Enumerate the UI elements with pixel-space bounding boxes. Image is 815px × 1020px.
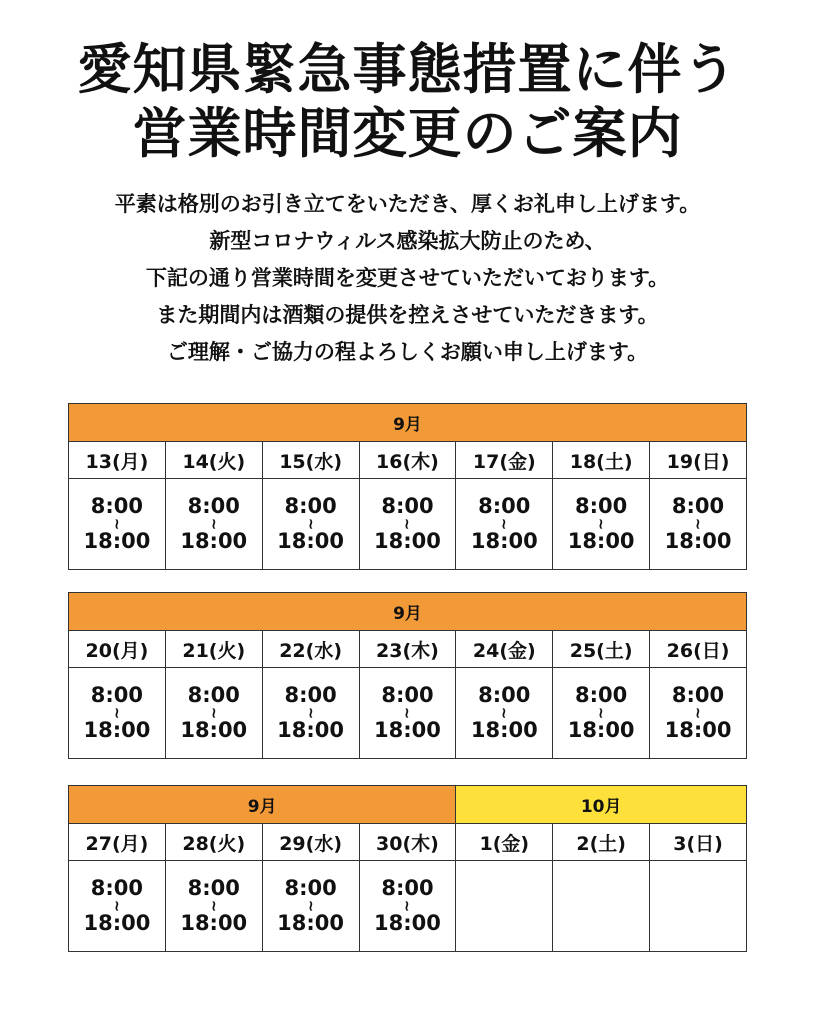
hours-cell: [165, 668, 262, 759]
schedule-table-week-1: [68, 403, 747, 570]
range-separator: ~: [495, 706, 514, 720]
open-time: 8:00: [90, 876, 144, 900]
open-time: 8:00: [187, 494, 240, 518]
range-separator: ~: [204, 706, 223, 720]
schedule-table-week-2: [68, 592, 747, 759]
open-time: 8:00: [187, 876, 240, 900]
close-time: 18:00: [664, 529, 732, 553]
hours-cell: [456, 479, 553, 570]
day-row: [69, 824, 747, 861]
close-time: 18:00: [180, 911, 248, 935]
day-cell: 25(土): [553, 631, 650, 668]
range-separator: ~: [301, 517, 320, 531]
intro-line: ご理解・ご協力の程よろしくお願い申し上げます。: [166, 340, 649, 364]
day-cell: 17(金): [456, 442, 553, 479]
day-cell: 13(月): [69, 442, 166, 479]
day-cell: 20(月): [69, 631, 166, 668]
day-cell: 14(火): [165, 442, 262, 479]
hours-cell: [553, 668, 650, 759]
range-separator: ~: [301, 899, 320, 913]
intro-text: [0, 186, 815, 371]
month-header-row: [69, 593, 747, 631]
month-header: 9月: [69, 593, 747, 631]
day-cell: 28(火): [165, 824, 262, 861]
day-cell: 2(土): [553, 824, 650, 861]
day-row: [69, 631, 747, 668]
range-separator: ~: [592, 706, 611, 720]
hours-cell-empty: [456, 861, 553, 952]
page-title-line-2: 営業時間変更のご案内: [132, 102, 683, 165]
close-time: 18:00: [277, 911, 345, 935]
open-time: 8:00: [90, 683, 144, 707]
range-separator: ~: [689, 517, 708, 531]
close-time: 18:00: [180, 718, 248, 742]
open-time: 8:00: [478, 494, 531, 518]
close-time: 18:00: [277, 718, 345, 742]
open-time: 8:00: [284, 683, 337, 707]
intro-line: 新型コロナウィルス感染拡大防止のため、: [209, 229, 606, 253]
open-time: 8:00: [381, 876, 434, 900]
close-time: 18:00: [83, 911, 151, 935]
hours-cell: [359, 479, 456, 570]
range-separator: ~: [204, 517, 223, 531]
intro-line: また期間内は酒類の提供を控えさせていただきます。: [156, 303, 659, 327]
day-cell: 30(木): [359, 824, 456, 861]
open-time: 8:00: [187, 683, 240, 707]
close-time: 18:00: [374, 718, 441, 742]
day-cell: 18(土): [553, 442, 650, 479]
open-time: 8:00: [671, 494, 725, 518]
schedule-table-week-3: [68, 785, 747, 952]
open-time: 8:00: [671, 683, 725, 707]
open-time: 8:00: [575, 683, 628, 707]
hours-row: [69, 479, 747, 570]
day-cell: 27(月): [69, 824, 166, 861]
month-header: 9月: [69, 786, 456, 824]
close-time: 18:00: [83, 529, 151, 553]
day-cell: 21(火): [165, 631, 262, 668]
range-separator: ~: [107, 899, 126, 913]
hours-cell: [359, 861, 456, 952]
close-time: 18:00: [374, 911, 441, 935]
close-time: 18:00: [567, 718, 635, 742]
hours-cell: [553, 479, 650, 570]
day-cell: 29(水): [262, 824, 359, 861]
open-time: 8:00: [478, 683, 531, 707]
hours-cell-empty: [650, 861, 747, 952]
month-header: 9月: [69, 404, 747, 442]
open-time: 8:00: [284, 876, 337, 900]
month-header: 10月: [456, 786, 747, 824]
day-cell: 23(木): [359, 631, 456, 668]
hours-cell: [650, 668, 747, 759]
range-separator: ~: [204, 899, 223, 913]
close-time: 18:00: [277, 529, 345, 553]
range-separator: ~: [398, 899, 417, 913]
hours-cell: [69, 861, 166, 952]
range-separator: ~: [592, 517, 611, 531]
range-separator: ~: [689, 706, 708, 720]
hours-cell: [69, 479, 166, 570]
day-cell: 26(日): [650, 631, 747, 668]
hours-row: [69, 861, 747, 952]
month-header-row: [69, 786, 747, 824]
day-cell: 24(金): [456, 631, 553, 668]
hours-cell: [650, 479, 747, 570]
open-time: 8:00: [381, 494, 434, 518]
open-time: 8:00: [575, 494, 628, 518]
close-time: 18:00: [180, 529, 248, 553]
hours-cell: [262, 479, 359, 570]
close-time: 18:00: [470, 529, 538, 553]
day-cell: 16(木): [359, 442, 456, 479]
page-title-line-1: 愛知県緊急事態措置に伴う: [77, 38, 738, 101]
day-cell: 15(水): [262, 442, 359, 479]
close-time: 18:00: [83, 718, 151, 742]
range-separator: ~: [107, 706, 126, 720]
close-time: 18:00: [567, 529, 635, 553]
hours-cell: [165, 861, 262, 952]
intro-line: 下記の通り営業時間を変更させていただいております。: [145, 266, 670, 290]
day-row: [69, 442, 747, 479]
close-time: 18:00: [374, 529, 441, 553]
hours-cell: [165, 479, 262, 570]
day-cell: 22(水): [262, 631, 359, 668]
open-time: 8:00: [284, 494, 337, 518]
day-cell: 3(日): [650, 824, 747, 861]
range-separator: ~: [495, 517, 514, 531]
hours-cell: [262, 668, 359, 759]
range-separator: ~: [398, 706, 417, 720]
range-separator: ~: [398, 517, 417, 531]
hours-row: [69, 668, 747, 759]
hours-cell: [262, 861, 359, 952]
range-separator: ~: [301, 706, 320, 720]
hours-cell: [69, 668, 166, 759]
open-time: 8:00: [381, 683, 434, 707]
day-cell: 19(日): [650, 442, 747, 479]
day-cell: 1(金): [456, 824, 553, 861]
hours-cell-empty: [553, 861, 650, 952]
hours-cell: [359, 668, 456, 759]
close-time: 18:00: [470, 718, 538, 742]
intro-line: 平素は格別のお引き立てをいただき、厚くお礼申し上げます。: [114, 192, 701, 216]
close-time: 18:00: [664, 718, 732, 742]
open-time: 8:00: [90, 494, 144, 518]
hours-cell: [456, 668, 553, 759]
month-header-row: [69, 404, 747, 442]
range-separator: ~: [107, 517, 126, 531]
